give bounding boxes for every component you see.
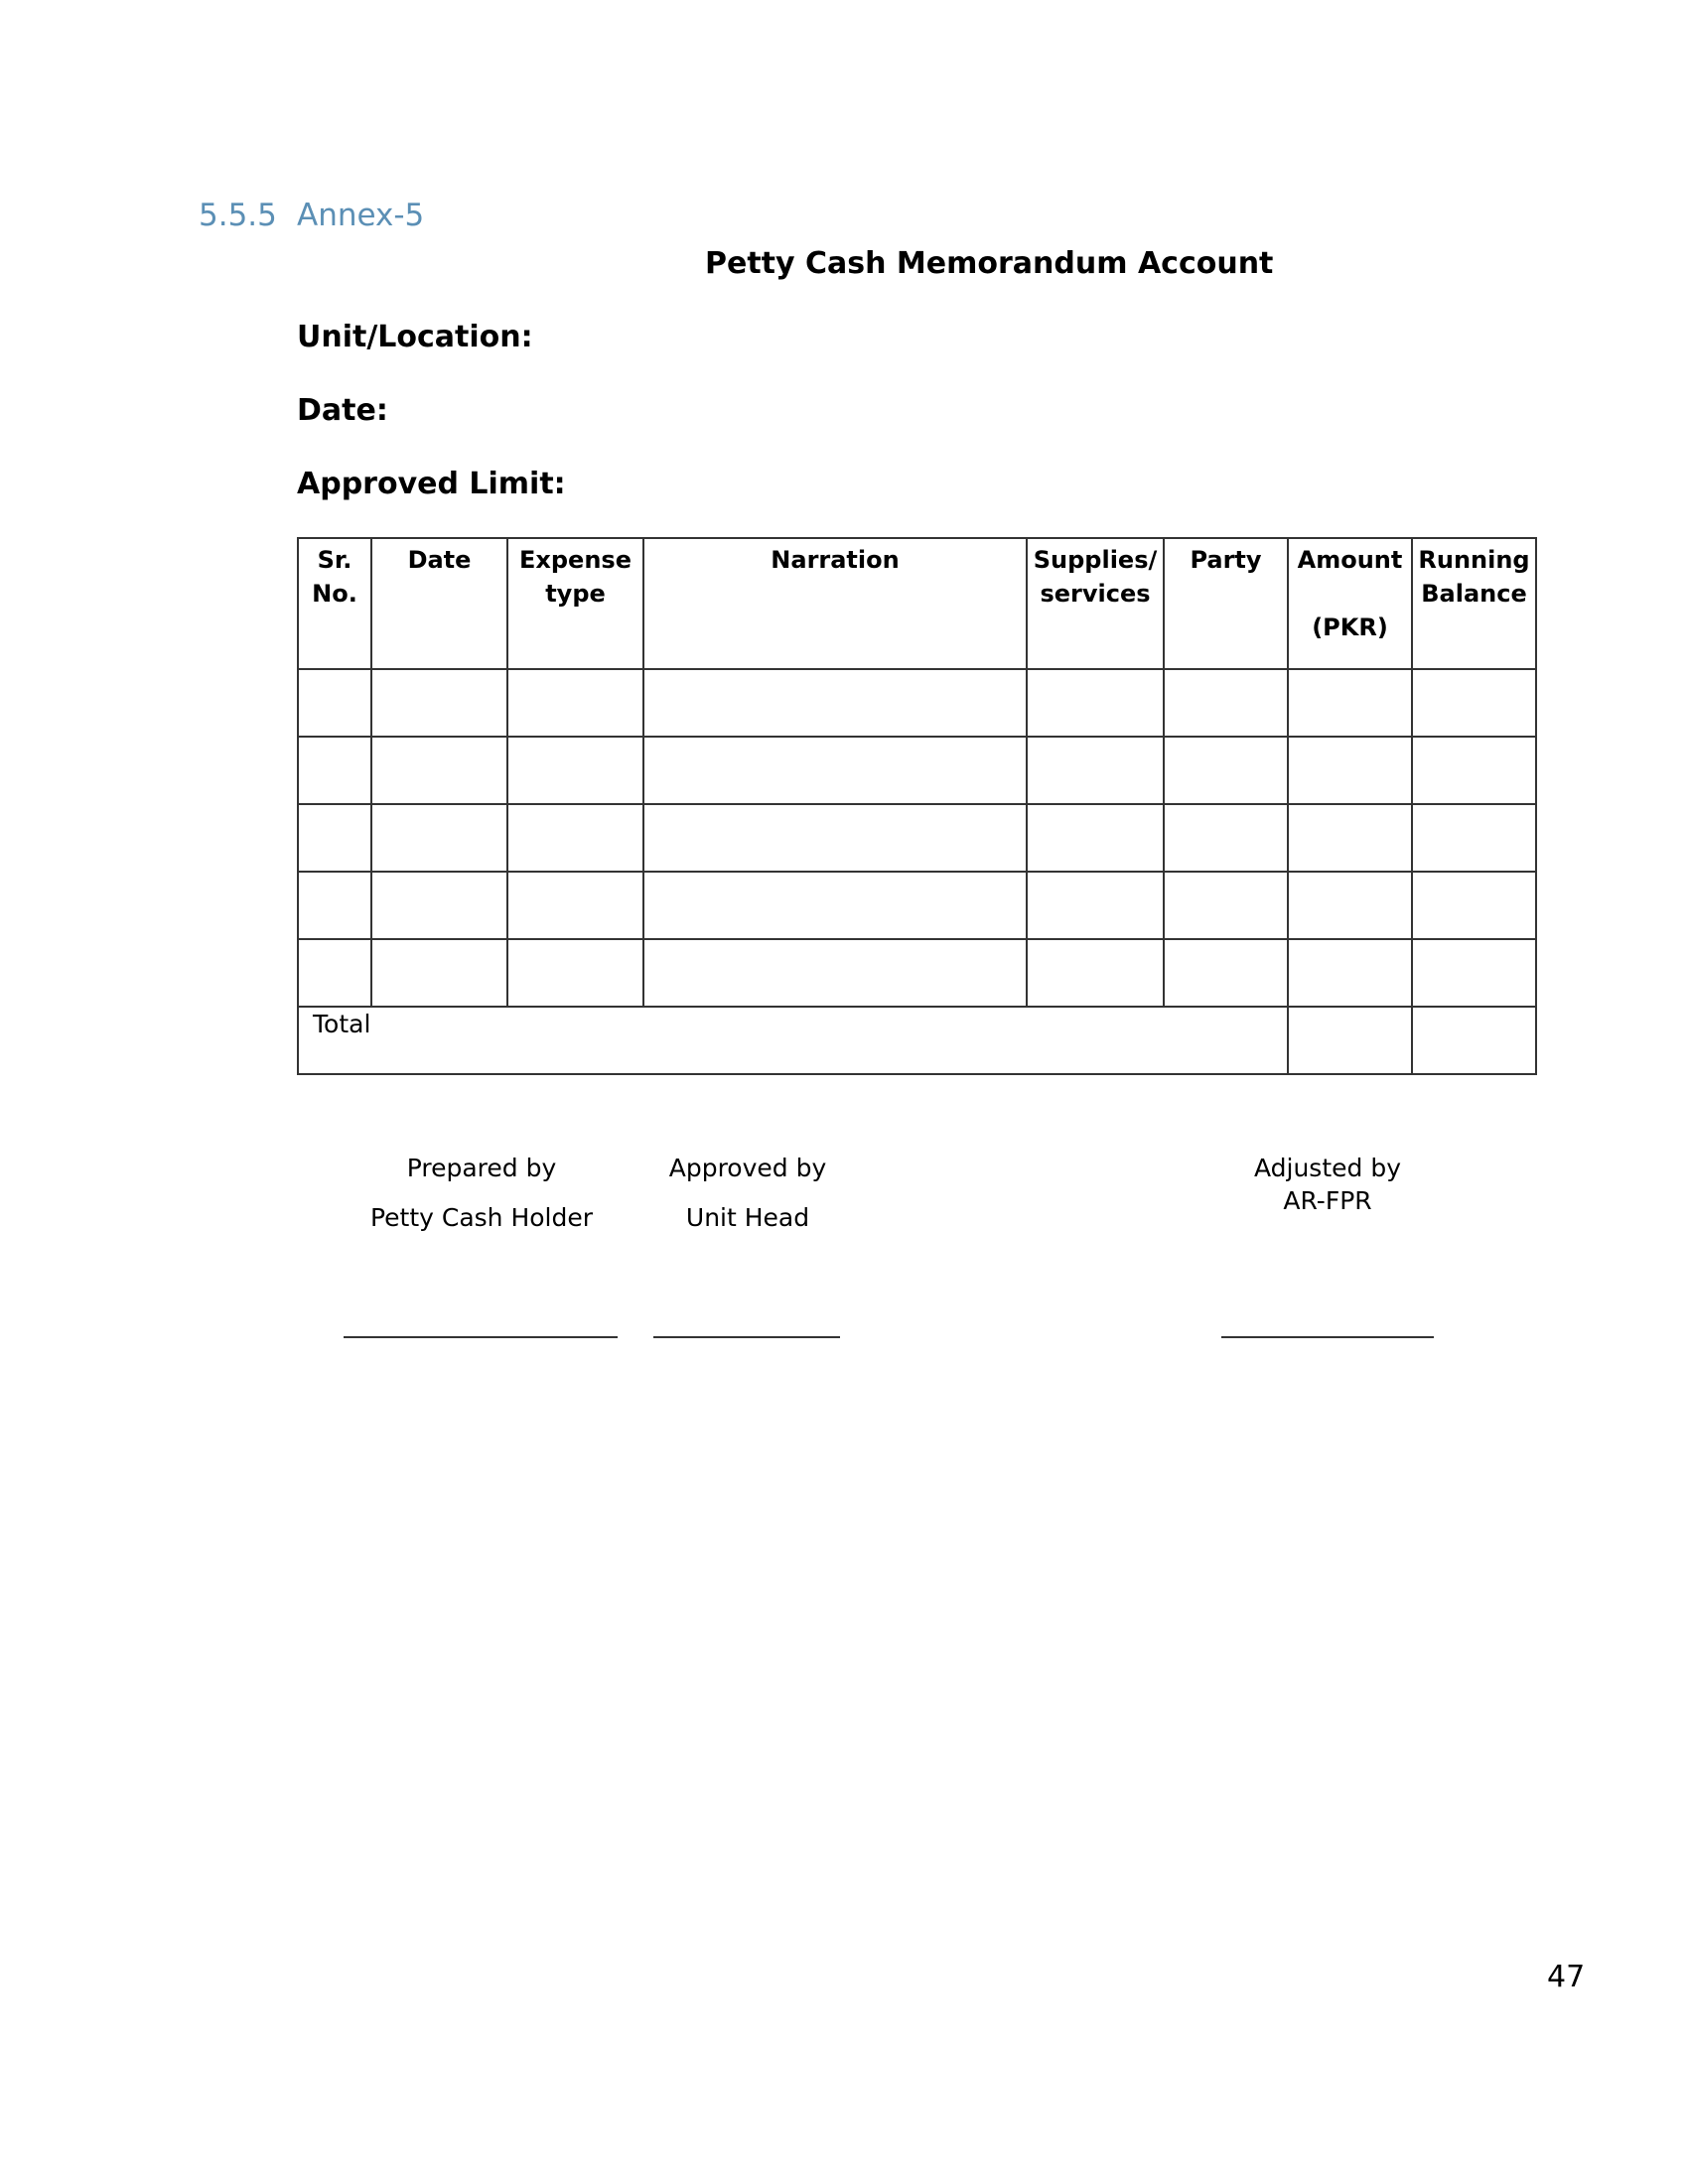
petty-cash-table [297, 537, 1537, 1075]
table-cell[interactable] [1164, 804, 1288, 872]
total-row [298, 1007, 1536, 1074]
table-cell[interactable] [643, 804, 1027, 872]
section-title: Annex-5 [297, 198, 425, 233]
adjusted-signature-line [1221, 1336, 1434, 1338]
table-cell[interactable] [507, 669, 643, 737]
table-cell[interactable] [1164, 939, 1288, 1007]
prepared-by-label: Prepared by [406, 1154, 557, 1182]
table-cell[interactable] [298, 669, 371, 737]
header-supplies-services: Supplies/ services [1027, 538, 1164, 669]
total-label-cell [298, 1007, 1288, 1074]
approved-limit-label: Approved Limit: [297, 467, 566, 501]
unit-location-label: Unit/Location: [297, 320, 533, 354]
table-header-row [298, 538, 1536, 669]
section-number: 5.5.5 [199, 198, 277, 233]
table-cell[interactable] [298, 737, 371, 804]
table-cell[interactable] [298, 804, 371, 872]
table-cell[interactable] [1164, 872, 1288, 939]
table-row [298, 939, 1536, 1007]
table-cell[interactable] [1288, 737, 1412, 804]
header-narration: Narration [643, 538, 1027, 669]
table-cell[interactable] [1288, 669, 1412, 737]
table-cell[interactable] [298, 872, 371, 939]
table-cell[interactable] [643, 872, 1027, 939]
table-cell[interactable] [371, 804, 507, 872]
table-cell[interactable] [1412, 669, 1536, 737]
table-cell[interactable] [1288, 939, 1412, 1007]
header-expense-type: Expense type [507, 538, 643, 669]
header-running-balance: Running Balance [1412, 538, 1536, 669]
table-cell[interactable] [507, 804, 643, 872]
table-cell[interactable] [1027, 939, 1164, 1007]
table-cell[interactable] [1027, 737, 1164, 804]
date-label: Date: [297, 393, 388, 428]
table-cell[interactable] [1412, 804, 1536, 872]
table-cell[interactable] [371, 872, 507, 939]
page-number: 47 [1547, 1960, 1586, 1994]
table-cell[interactable] [507, 939, 643, 1007]
table-row [298, 737, 1536, 804]
header-amount: Amount (PKR) [1288, 538, 1412, 669]
approved-by-label: Approved by [668, 1154, 827, 1182]
table-cell[interactable] [298, 939, 371, 1007]
approved-role-label: Unit Head [685, 1203, 810, 1232]
table-cell[interactable] [1412, 872, 1536, 939]
table-cell[interactable] [643, 737, 1027, 804]
prepared-signature-line [344, 1336, 618, 1338]
table-cell[interactable] [643, 669, 1027, 737]
adjusted-by-label: Adjusted by [1253, 1154, 1401, 1182]
table-cell[interactable] [1288, 804, 1412, 872]
table-cell[interactable] [371, 669, 507, 737]
table-cell[interactable] [507, 737, 643, 804]
header-date: Date [371, 538, 507, 669]
total-label: Total [313, 1010, 371, 1038]
total-balance-cell[interactable] [1412, 1007, 1536, 1074]
table-cell[interactable] [1027, 804, 1164, 872]
table-row [298, 669, 1536, 737]
table-cell[interactable] [1288, 872, 1412, 939]
table-cell[interactable] [1412, 939, 1536, 1007]
section-heading [199, 198, 424, 233]
header-sr-no: Sr. No. [298, 538, 371, 669]
table-cell[interactable] [1164, 737, 1288, 804]
approved-signature-line [653, 1336, 840, 1338]
table-row [298, 804, 1536, 872]
table-cell[interactable] [371, 939, 507, 1007]
table-cell[interactable] [1164, 669, 1288, 737]
table-cell[interactable] [1027, 669, 1164, 737]
total-amount-cell[interactable] [1288, 1007, 1412, 1074]
table-cell[interactable] [507, 872, 643, 939]
table-cell[interactable] [1027, 872, 1164, 939]
table-cell[interactable] [371, 737, 507, 804]
adjusted-role-label: AR-FPR [1283, 1186, 1372, 1215]
prepared-role-label: Petty Cash Holder [369, 1203, 594, 1232]
table-row [298, 872, 1536, 939]
document-title: Petty Cash Memorandum Account [705, 246, 1274, 281]
table-cell[interactable] [1412, 737, 1536, 804]
header-party: Party [1164, 538, 1288, 669]
table-cell[interactable] [643, 939, 1027, 1007]
